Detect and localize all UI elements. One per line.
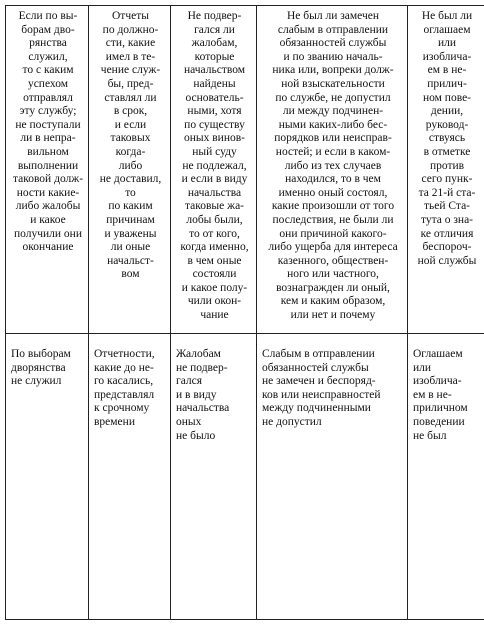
table-cell bbox=[89, 6, 171, 334]
cell-text: Не подвер- гался ли жалобам, которые начальством найдены основатель- ными, хотя по существу оных винов- ный суду не подлежал, и если в виду начальства таковые жа- лобы были, то от кого, когда именно, в чем оные состояли и какое полу- чили окон- чание bbox=[180, 10, 249, 322]
table-row-answers bbox=[6, 334, 484, 620]
cell-text: Отчеты по должно- сти, какие имел в те- чение служ- бы, пред- ставлял ли в срок, и если таковых когда- либо не доставил, то по каким причинам и уважены ли оные начальст- вом bbox=[99, 10, 162, 281]
table-cell bbox=[408, 6, 484, 334]
cell-text: Отчетности, какие до не- го касались, представлял к срочному времени bbox=[94, 348, 155, 428]
table-cell bbox=[6, 334, 89, 620]
service-record-table bbox=[5, 5, 484, 620]
cell-text: Слабым в отправлении обязанностей службы не замечен и беспоряд- ков или неисправностей между подчиненными не допустил bbox=[262, 348, 381, 428]
table-cell bbox=[408, 334, 484, 620]
table-cell bbox=[171, 334, 257, 620]
cell-text: Не был ли оглашаем или изоблича- ем в не- прилич- ном пове- дении, руковод- ствуясь в отметке против сего пунк- та 21-й ста- тьей Ста- тута о зна- ке отличия беспороч- ной службы bbox=[417, 10, 477, 267]
cell-text: По выборам дворянства не служил bbox=[11, 348, 71, 388]
table-cell bbox=[6, 6, 89, 334]
table-row-questions bbox=[6, 6, 484, 334]
cell-text: Жалобам не подвер- гался и в виду начальства оных не было bbox=[176, 348, 230, 442]
table-cell bbox=[171, 6, 257, 334]
cell-text: Если по вы- борам дво- рянства служил, то с каким успехом отправлял эту службу; не поступали ли в непра- вильном выполнении таковой долж- ности какие- либо жалобы и какое получили они окончание bbox=[12, 10, 84, 254]
table-cell bbox=[257, 6, 408, 334]
table-cell bbox=[89, 334, 171, 620]
cell-text: Оглашаем или изоблича- ем в не- приличном поведении не был bbox=[413, 348, 468, 442]
cell-text: Не был ли замечен слабым в отправлении обязанностей службы и по званию началь- ника или, вопреки долж- ной взыскательности по службе, не допустил ли между подчинен- ными каких-либо бес- порядков или неисправ- ностей; и если в каком- либо из тех случаев находился, то в чем именно оный состоял, какие произошли от того последствия, не были ли они причиной какого- либо ущерба для интереса казенного, обществен- ного или частного, вознагражден ли оный, кем и каким образом, или нет и почему bbox=[268, 10, 398, 322]
table-cell bbox=[257, 334, 408, 620]
